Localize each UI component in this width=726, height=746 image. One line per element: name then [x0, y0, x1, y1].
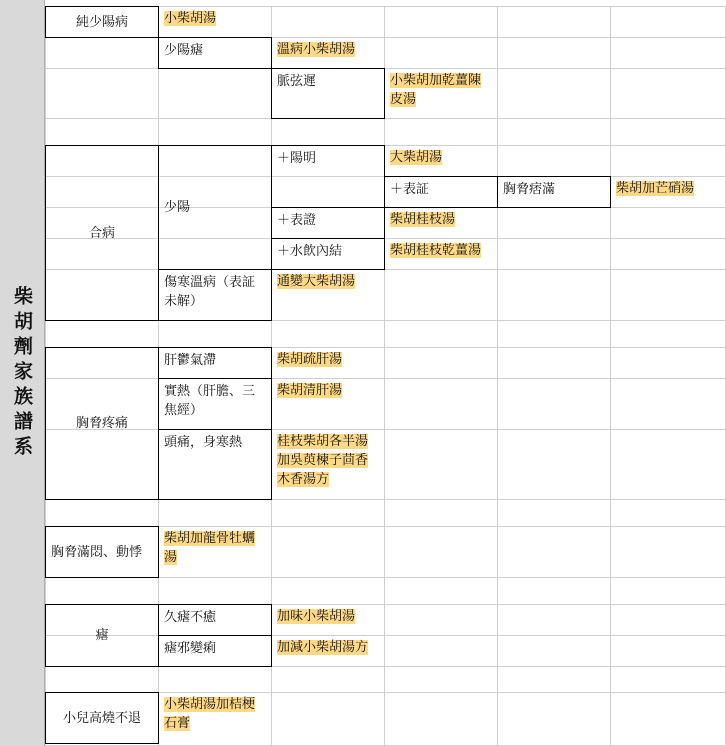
formula-text: 通變大柴胡湯	[277, 274, 356, 289]
formula-cell[interactable]	[385, 207, 497, 238]
formula-cell[interactable]	[272, 347, 384, 378]
condition-cell[interactable]: 肝鬱氣滯	[158, 347, 272, 379]
condition-cell[interactable]: 脈弦遲	[271, 68, 385, 119]
formula-text: 柴胡桂枝湯	[390, 212, 456, 227]
condition-cell[interactable]: 頭痛，身寒熱	[158, 429, 272, 500]
condition-cell[interactable]: 傷寒溫病（表証未解）	[158, 269, 272, 321]
formula-text: 柴胡加龍骨牡蠣湯	[164, 531, 256, 565]
formula-text: 柴胡桂枝乾薑湯	[390, 243, 482, 258]
group-cell-nue[interactable]: 瘧	[45, 604, 159, 667]
formula-text: 溫病小柴胡湯	[277, 42, 356, 57]
group-cell-mengji[interactable]: 胸脅滿悶、動悸	[45, 526, 159, 578]
formula-cell[interactable]	[272, 37, 384, 68]
formula-text: 加減小柴胡湯方	[277, 640, 369, 655]
condition-cell[interactable]: 胸脅痞滿	[497, 176, 611, 208]
formula-cell[interactable]	[272, 429, 384, 499]
formula-cell[interactable]	[159, 6, 271, 37]
disease-cell[interactable]: 純少陽病	[45, 6, 159, 38]
formula-text: 桂枝柴胡各半湯加吳萸楝子茴香木香湯方	[277, 434, 369, 487]
condition-cell[interactable]: 瘧邪變痢	[158, 635, 272, 667]
condition-cell[interactable]: 少陽瘧	[158, 37, 272, 69]
condition-cell[interactable]: 實熱（肝膽、三焦經）	[158, 378, 272, 430]
condition-cell-shaoyang[interactable]: 少陽	[158, 145, 272, 270]
formula-text: 小柴胡加乾薑陳皮湯	[390, 73, 482, 107]
formula-text: 柴胡疏肝湯	[277, 352, 343, 367]
condition-cell[interactable]: ＋陽明	[271, 145, 385, 208]
condition-cell[interactable]: ＋表證	[271, 207, 385, 239]
condition-cell[interactable]: ＋表証	[384, 176, 498, 208]
formula-cell[interactable]	[272, 269, 384, 320]
formula-cell[interactable]	[272, 378, 384, 429]
formula-cell[interactable]	[611, 176, 725, 207]
formula-text: 柴胡加芒硝湯	[616, 181, 695, 196]
formula-cell[interactable]	[385, 68, 497, 118]
formula-cell[interactable]	[385, 238, 497, 269]
formula-text: 小柴胡湯	[164, 11, 217, 26]
formula-text: 大柴胡湯	[390, 150, 443, 165]
condition-cell[interactable]: ＋水飲內結	[271, 238, 385, 270]
group-cell-xiongxie[interactable]: 胸脅疼痛	[45, 347, 159, 500]
formula-cell[interactable]	[385, 145, 497, 176]
formula-cell[interactable]	[272, 604, 384, 635]
group-cell-child[interactable]: 小兒高燒不退	[45, 692, 159, 744]
condition-cell[interactable]: 久瘧不癒	[158, 604, 272, 636]
page-title: 柴胡劑家族譜系	[11, 285, 33, 461]
formula-text: 小柴胡湯加桔梗石膏	[164, 697, 256, 731]
formula-text: 加味小柴胡湯	[277, 609, 356, 624]
formula-cell[interactable]	[272, 635, 384, 666]
formula-cell[interactable]	[159, 526, 271, 577]
formula-text: 柴胡清肝湯	[277, 383, 343, 398]
formula-cell[interactable]	[159, 692, 271, 743]
group-cell-hebing[interactable]: 合病	[45, 145, 159, 321]
